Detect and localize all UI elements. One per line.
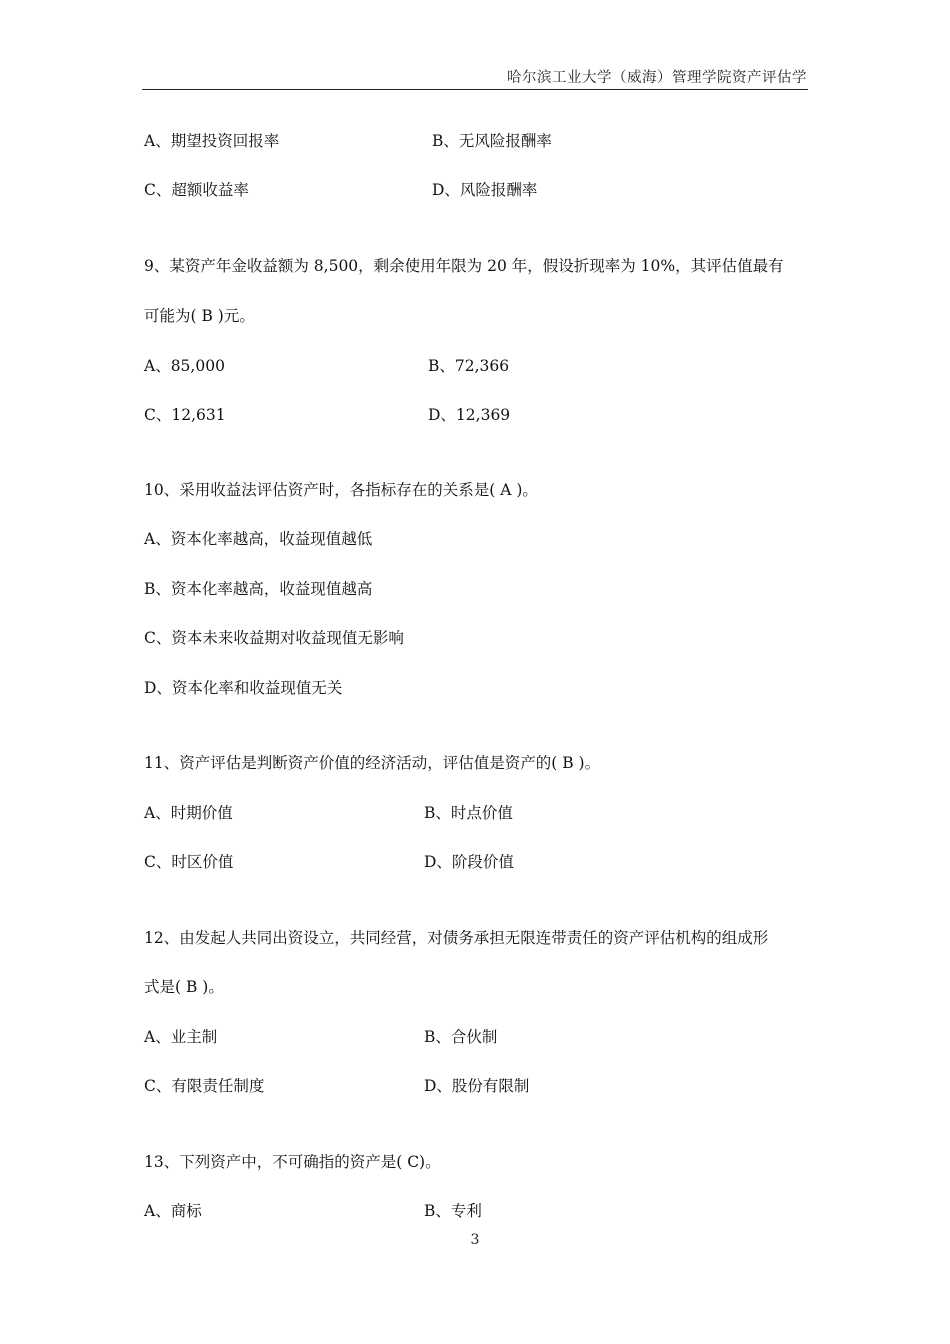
q13-stem: 13、下列资产中，不可确指的资产是( C)。 <box>144 1153 441 1171</box>
q12-option-d: D、股份有限制 <box>424 1077 530 1095</box>
q9-option-a: A、85,000 <box>144 357 225 375</box>
q10-option-b: B、资本化率越高，收益现值越高 <box>144 580 373 598</box>
q13-option-a: A、商标 <box>144 1202 202 1220</box>
q9-option-d: D、12,369 <box>428 406 511 424</box>
q12-stem-line1: 12、由发起人共同出资设立，共同经营，对债务承担无限连带责任的资产评估机构的组成形 <box>144 929 769 947</box>
q9-option-c: C、12,631 <box>144 406 226 424</box>
q8-option-d: D、风险报酬率 <box>432 181 538 199</box>
q10-option-c: C、资本未来收益期对收益现值无影响 <box>144 629 404 647</box>
q11-option-b: B、时点价值 <box>424 804 513 822</box>
q8-option-a: A、期望投资回报率 <box>144 132 280 150</box>
q9-stem-line1: 9、某资产年金收益额为 8,500，剩余使用年限为 20 年，假设折现率为 10%，其评估值最有 <box>144 257 784 275</box>
q8-option-c: C、超额收益率 <box>144 181 249 199</box>
q9-option-b: B、72,366 <box>428 357 510 375</box>
q11-option-a: A、时期价值 <box>144 804 233 822</box>
q12-stem-line2: 式是( B )。 <box>144 978 224 996</box>
q11-stem: 11、资产评估是判断资产价值的经济活动，评估值是资产的( B )。 <box>144 754 601 772</box>
q10-option-d: D、资本化率和收益现值无关 <box>144 679 343 697</box>
q10-option-a: A、资本化率越高，收益现值越低 <box>144 530 373 548</box>
running-header: 哈尔滨工业大学（威海）管理学院资产评估学 <box>507 70 807 86</box>
q12-option-b: B、合伙制 <box>424 1028 498 1046</box>
page-number: 3 <box>470 1232 480 1248</box>
q11-option-d: D、阶段价值 <box>424 853 514 871</box>
header-rule <box>142 89 808 90</box>
q12-option-a: A、业主制 <box>144 1028 218 1046</box>
q8-option-b: B、无风险报酬率 <box>432 132 552 150</box>
q12-option-c: C、有限责任制度 <box>144 1077 265 1095</box>
q11-option-c: C、时区价值 <box>144 853 234 871</box>
q13-option-b: B、专利 <box>424 1202 482 1220</box>
q9-stem-line2: 可能为( B )元。 <box>144 307 255 325</box>
q10-stem: 10、采用收益法评估资产时，各指标存在的关系是( A )。 <box>144 481 538 499</box>
